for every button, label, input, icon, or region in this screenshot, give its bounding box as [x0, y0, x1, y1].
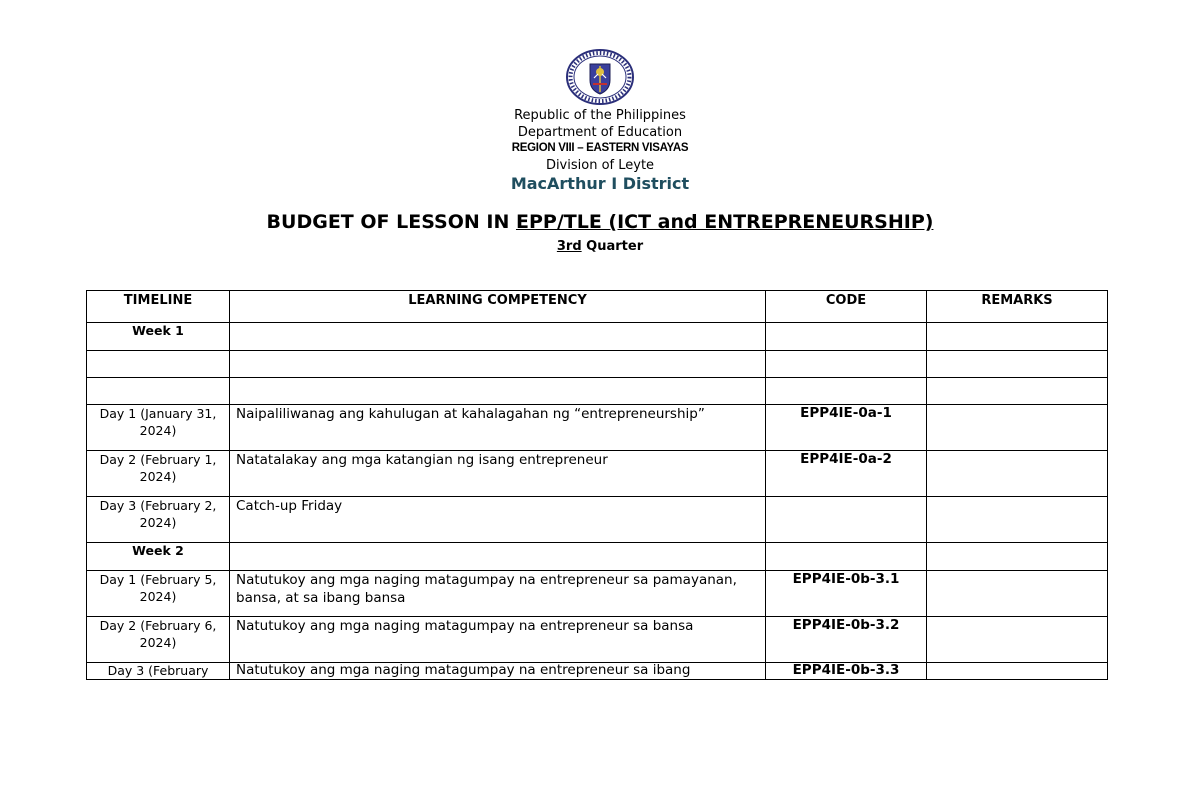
table-cell	[927, 351, 1108, 378]
timeline-cell: Day 2 (February 1, 2024)	[87, 451, 230, 497]
title-subject: EPP/TLE (ICT and ENTREPRENEURSHIP)	[515, 211, 934, 233]
department-line: Department of Education	[517, 125, 683, 140]
code-cell	[766, 497, 927, 543]
code-cell: EPP4IE-0b-3.2	[766, 617, 927, 663]
table-cell	[230, 378, 766, 405]
table-cell	[87, 351, 230, 378]
remarks-cell	[927, 497, 1108, 543]
competency-cell: Natutukoy ang mga naging matagumpay na entrepreneur sa ibang	[230, 663, 766, 680]
table-cell	[766, 351, 927, 378]
table-cell	[230, 351, 766, 378]
deped-seal-icon	[564, 48, 636, 106]
code-cell: EPP4IE-0a-1	[766, 405, 927, 451]
remarks-cell	[927, 663, 1108, 680]
table-cell	[766, 323, 927, 351]
quarter-line	[0, 239, 1200, 254]
remarks-cell	[927, 451, 1108, 497]
code-cell: EPP4IE-0b-3.1	[766, 571, 927, 617]
week-label: Week 2	[87, 543, 230, 571]
table-cell	[927, 323, 1108, 351]
competency-cell: Naipaliliwanag ang kahulugan at kahalagahan ng “entrepreneurship”	[230, 405, 766, 451]
remarks-cell	[927, 571, 1108, 617]
timeline-cell: Day 1 (February 5, 2024)	[87, 571, 230, 617]
table-row	[87, 451, 1108, 497]
district-line: MacArthur I District	[510, 174, 690, 193]
table-cell	[927, 543, 1108, 571]
empty-row	[87, 351, 1108, 378]
code-cell: EPP4IE-0b-3.3	[766, 663, 927, 680]
table-row	[87, 663, 1108, 680]
table-cell	[87, 378, 230, 405]
division-line: Division of Leyte	[545, 158, 655, 173]
budget-of-lesson-table	[86, 290, 1108, 680]
timeline-cell: Day 2 (February 6, 2024)	[87, 617, 230, 663]
empty-row	[87, 378, 1108, 405]
competency-cell: Natutukoy ang mga naging matagumpay na entrepreneur sa pamayanan, bansa, at sa ibang bansa	[230, 571, 766, 617]
table-cell	[766, 543, 927, 571]
table-row	[87, 571, 1108, 617]
header-code: CODE	[766, 291, 927, 323]
timeline-cell: Day 1 (January 31, 2024)	[87, 405, 230, 451]
table-row	[87, 617, 1108, 663]
header-learning-competency: LEARNING COMPETENCY	[230, 291, 766, 323]
week-row	[87, 323, 1108, 351]
title-prefix: BUDGET OF LESSON IN	[266, 211, 516, 233]
remarks-cell	[927, 405, 1108, 451]
table-cell	[230, 543, 766, 571]
republic-line: Republic of the Philippines	[514, 108, 686, 123]
week-label: Week 1	[87, 323, 230, 351]
document-title	[0, 211, 1200, 233]
timeline-cell: Day 3 (February 2, 2024)	[87, 497, 230, 543]
competency-cell: Catch-up Friday	[230, 497, 766, 543]
header-timeline: TIMELINE	[87, 291, 230, 323]
table-header-row	[87, 291, 1108, 323]
table-cell	[230, 323, 766, 351]
region-line: REGION VIII – EASTERN VISAYAS	[511, 142, 689, 154]
week-row	[87, 543, 1108, 571]
remarks-cell	[927, 617, 1108, 663]
quarter-ordinal: 3rd	[556, 239, 582, 254]
table-row	[87, 405, 1108, 451]
timeline-cell: Day 3 (February	[87, 663, 230, 680]
competency-cell: Natatalakay ang mga katangian ng isang entrepreneur	[230, 451, 766, 497]
table-cell	[927, 378, 1108, 405]
header-remarks: REMARKS	[927, 291, 1108, 323]
competency-cell: Natutukoy ang mga naging matagumpay na entrepreneur sa bansa	[230, 617, 766, 663]
code-cell: EPP4IE-0a-2	[766, 451, 927, 497]
quarter-word: Quarter	[581, 239, 644, 254]
table-cell	[766, 378, 927, 405]
table-row	[87, 497, 1108, 543]
